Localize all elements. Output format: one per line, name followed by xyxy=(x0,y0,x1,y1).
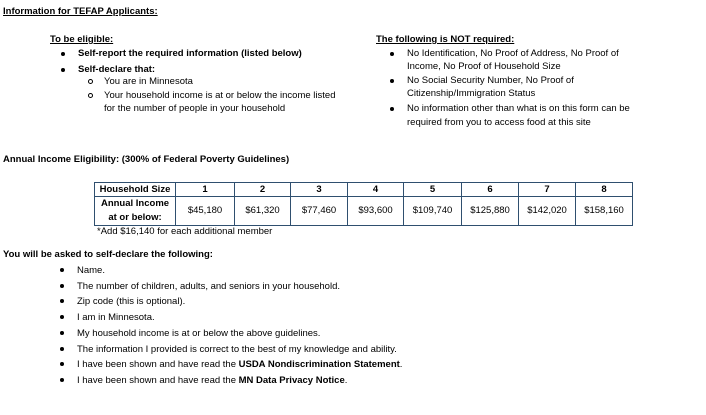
bullet-icon xyxy=(61,52,65,56)
household-size-cell: 1 xyxy=(176,183,235,197)
household-size-cell: 6 xyxy=(462,183,519,197)
bullet-icon xyxy=(60,362,64,366)
income-heading: Annual Income Eligibility: (300% of Federal Poverty Guidelines) xyxy=(3,154,290,165)
eligible-subitem: Your household income is at or below the income listed xyxy=(104,90,336,101)
annual-income-cell: $158,160 xyxy=(576,197,633,226)
annual-income-label xyxy=(95,197,176,226)
privacy-suffix: . xyxy=(344,375,348,386)
annual-income-label-line1: Annual Income xyxy=(100,198,170,209)
self-declare-item: Name. xyxy=(77,265,105,276)
annual-income-cell: $61,320 xyxy=(235,197,291,226)
annual-income-cell: $77,460 xyxy=(291,197,348,226)
household-size-row xyxy=(95,183,633,197)
bullet-icon xyxy=(61,68,65,72)
income-footnote: *Add $16,140 for each additional member xyxy=(97,226,273,237)
not-required-item-continued: Citizenship/Immigration Status xyxy=(407,88,536,99)
mn-data-privacy-notice: MN Data Privacy Notice xyxy=(238,375,345,386)
self-declare-heading: You will be asked to self-declare the following: xyxy=(3,249,213,260)
usda-nondiscrimination-statement: USDA Nondiscrimination Statement xyxy=(238,359,400,370)
household-size-cell: 4 xyxy=(348,183,404,197)
circle-bullet-icon xyxy=(88,93,93,98)
household-size-cell: 8 xyxy=(576,183,633,197)
bullet-icon xyxy=(60,315,64,319)
bullet-icon xyxy=(390,107,394,111)
household-size-label: Household Size xyxy=(95,183,176,197)
annual-income-cell: $93,600 xyxy=(348,197,404,226)
eligible-heading: To be eligible: xyxy=(50,34,114,45)
self-declare-item: My household income is at or below the above guidelines. xyxy=(77,328,321,339)
bullet-icon xyxy=(390,79,394,83)
circle-bullet-icon xyxy=(88,79,93,84)
usda-prefix: I have been shown and have read the xyxy=(77,359,239,370)
annual-income-cell: $142,020 xyxy=(519,197,576,226)
self-declare-usda-item xyxy=(77,359,402,370)
eligible-subitem: You are in Minnesota xyxy=(104,76,193,87)
self-declare-item: I am in Minnesota. xyxy=(77,312,155,323)
eligible-item: Self-declare that: xyxy=(78,64,156,75)
not-required-item: No Identification, No Proof of Address, No Proof of xyxy=(407,48,619,59)
page-title: Information for TEFAP Applicants: xyxy=(3,6,158,17)
self-declare-item: Zip code (this is optional). xyxy=(77,296,186,307)
bullet-icon xyxy=(60,299,64,303)
self-declare-item: The information I provided is correct to the best of my knowledge and ability. xyxy=(77,344,397,355)
household-size-cell: 2 xyxy=(235,183,291,197)
eligible-item: Self-report the required information (listed below) xyxy=(78,48,302,59)
annual-income-cell: $125,880 xyxy=(462,197,519,226)
annual-income-label-line2: at or below: xyxy=(108,212,162,223)
bullet-icon xyxy=(390,52,394,56)
annual-income-cell: $45,180 xyxy=(176,197,235,226)
household-size-cell: 7 xyxy=(519,183,576,197)
usda-suffix: . xyxy=(399,359,403,370)
not-required-item: No information other than what is on this form can be xyxy=(407,103,630,114)
bullet-icon xyxy=(60,347,64,351)
eligible-subitem-continued: for the number of people in your household xyxy=(104,103,286,114)
annual-income-row xyxy=(95,197,633,226)
not-required-item-continued: Income, No Proof of Household Size xyxy=(407,61,561,72)
bullet-icon xyxy=(60,378,64,382)
not-required-item: No Social Security Number, No Proof of xyxy=(407,75,574,86)
household-size-cell: 3 xyxy=(291,183,348,197)
household-size-cell: 5 xyxy=(404,183,462,197)
bullet-icon xyxy=(60,268,64,272)
bullet-icon xyxy=(60,284,64,288)
annual-income-cell: $109,740 xyxy=(404,197,462,226)
self-declare-privacy-item xyxy=(77,375,347,386)
not-required-heading: The following is NOT required: xyxy=(376,34,515,45)
bullet-icon xyxy=(60,331,64,335)
income-table xyxy=(94,182,633,226)
not-required-item-continued: required from you to access food at this site xyxy=(407,117,591,128)
self-declare-item: The number of children, adults, and seniors in your household. xyxy=(77,281,340,292)
privacy-prefix: I have been shown and have read the xyxy=(77,375,239,386)
